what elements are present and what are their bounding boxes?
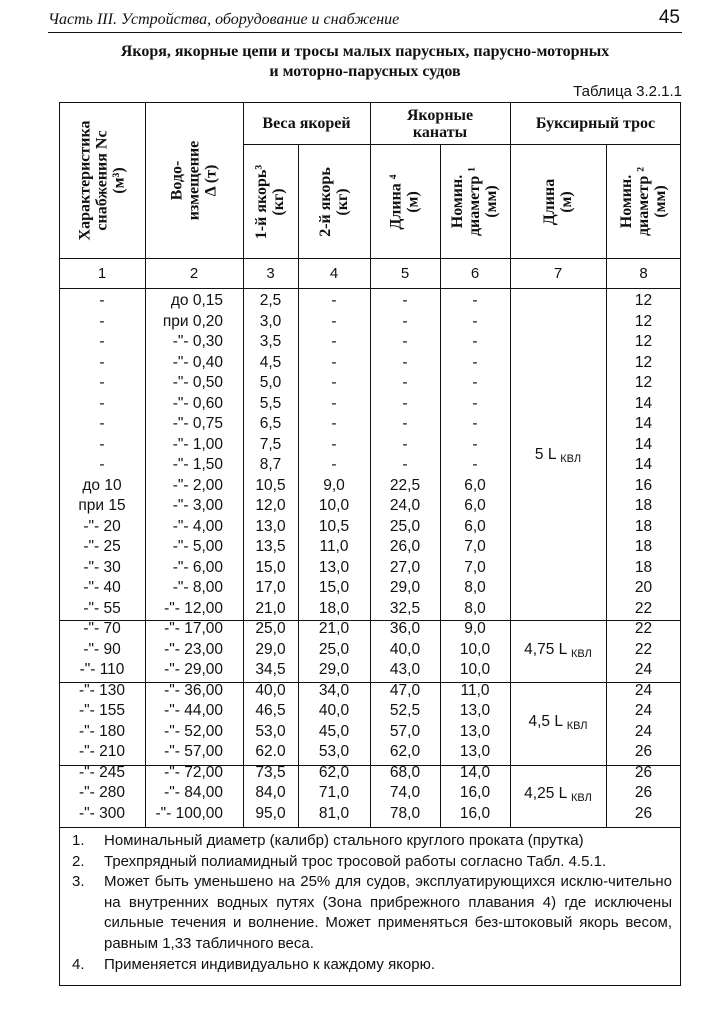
cell-cable-length: - — [402, 292, 408, 309]
cell-cable-diameter: - — [472, 292, 478, 309]
cell-anchor-1: 5,0 — [259, 374, 282, 391]
cell-supply: - — [99, 353, 105, 371]
cell-anchor-1: 13,5 — [255, 538, 286, 555]
cell-cable-diameter: 10,0 — [459, 640, 491, 658]
cell-displacement: -"- 23,00 — [164, 640, 223, 658]
cell-anchor-1: 73,5 — [255, 763, 286, 781]
cell-displacement: -"- 12,00 — [164, 599, 223, 617]
cell-cable-diameter: - — [472, 374, 478, 391]
cell-tow-diameter: 18 — [634, 517, 653, 535]
cell-anchor-1: 34,5 — [255, 661, 286, 678]
cell-cable-length: - — [402, 374, 408, 391]
cell-displacement: -"- 100,00 — [155, 804, 223, 822]
cell-cable-diameter: 8,0 — [464, 579, 486, 596]
cell-tow-diameter: 26 — [634, 804, 653, 822]
cell-anchor-2: 25,0 — [318, 640, 350, 658]
cell-displacement: -"- 0,40 — [172, 353, 223, 371]
header-col6-line2: диаметр ¹ — [466, 166, 484, 237]
cell-anchor-2: - — [331, 374, 337, 391]
cell-supply: -"- 30 — [83, 558, 121, 576]
col-number-3: 3 — [266, 265, 275, 282]
header-col3-line2: (кг) — [270, 187, 288, 216]
col-number-2: 2 — [189, 265, 199, 282]
cell-cable-length: 27,0 — [389, 558, 421, 576]
page-number: 45 — [658, 7, 680, 28]
cell-supply: - — [99, 415, 105, 432]
cell-anchor-1: 10,5 — [255, 476, 286, 494]
cell-tow-diameter: 18 — [634, 497, 653, 514]
cell-tow-diameter: 24 — [634, 702, 653, 719]
cell-supply: -"- 110 — [79, 661, 125, 678]
cell-tow-diameter: 14 — [634, 435, 653, 453]
cell-cable-length: 29,0 — [389, 579, 421, 596]
tow-length-multiplier: 4,5 L — [528, 712, 563, 730]
cell-anchor-2: - — [331, 456, 337, 473]
cell-displacement: -"- 0,75 — [172, 415, 223, 432]
cell-anchor-2: - — [331, 312, 337, 330]
cell-anchor-1: 7,5 — [259, 435, 282, 453]
table-title — [48, 42, 682, 82]
cell-anchor-2: 10,5 — [318, 517, 350, 535]
header-col4-line2: (кг) — [333, 187, 351, 216]
header-anchor-cables: Якорные канаты — [406, 106, 474, 141]
cell-anchor-2: 15,0 — [318, 579, 350, 596]
cell-anchor-1: 40,0 — [255, 681, 286, 699]
cell-cable-diameter: - — [472, 415, 478, 432]
cell-anchor-1: 2,5 — [259, 292, 282, 309]
cell-cable-length: - — [402, 353, 408, 371]
cell-displacement: -"- 8,00 — [172, 579, 223, 596]
cell-anchor-1: 53,0 — [255, 722, 286, 740]
cell-tow-diameter: 12 — [634, 374, 653, 391]
table-title-line-1: Якоря, якорные цепи и тросы малых парусных, парусно-моторных — [120, 43, 610, 60]
header-col2-line1: Водо- — [168, 160, 186, 201]
cell-displacement: -"- 84,00 — [164, 784, 223, 801]
cell-anchor-1: 8,7 — [259, 456, 282, 473]
cell-cable-diameter: 6,0 — [464, 497, 486, 514]
cell-tow-diameter: 26 — [634, 743, 653, 760]
cell-anchor-2: 13,0 — [318, 558, 350, 576]
cell-anchor-2: - — [331, 415, 337, 432]
cell-anchor-1: 25,0 — [255, 620, 286, 637]
cell-tow-diameter: 16 — [634, 476, 653, 494]
running-header — [48, 8, 682, 33]
cell-anchor-2: - — [331, 394, 337, 412]
cell-displacement: -"- 72,00 — [164, 763, 223, 781]
col-number-1: 1 — [97, 265, 107, 282]
cell-supply: -"- 55 — [83, 599, 121, 617]
cell-supply: - — [99, 292, 105, 309]
cell-anchor-1: 5,5 — [259, 394, 282, 412]
cell-cable-length: 26,0 — [389, 538, 421, 555]
tow-length-subscript: КВЛ — [560, 453, 582, 465]
cell-tow-diameter: 22 — [634, 620, 653, 637]
cell-cable-length: 57,0 — [389, 722, 421, 740]
cell-cable-diameter: - — [472, 456, 478, 473]
cell-anchor-1: 15,0 — [255, 558, 286, 576]
cell-displacement: -"- 17,00 — [164, 620, 223, 637]
header-col6-line1: Номин. — [449, 174, 467, 229]
cell-tow-diameter: 26 — [634, 763, 653, 781]
cell-displacement: -"- 29,00 — [164, 661, 223, 678]
header-col1-text: Характеристика снабжения Nc (м³) — [76, 120, 128, 241]
cell-supply: - — [99, 456, 105, 473]
cell-cable-diameter: - — [472, 333, 478, 350]
header-col2-line3: Δ (т) — [202, 164, 220, 197]
cell-supply: -"- 210 — [79, 743, 125, 760]
cell-cable-diameter: 7,0 — [464, 538, 486, 555]
tow-length-subscript: КВЛ — [571, 648, 592, 660]
cell-displacement: -"- 5,00 — [172, 538, 223, 555]
cell-displacement: при 0,20 — [162, 312, 223, 330]
cell-anchor-2: 21,0 — [318, 620, 350, 637]
cell-anchor-2: 45,0 — [318, 722, 350, 740]
cell-anchor-2: - — [331, 435, 337, 453]
cell-anchor-1: 84,0 — [255, 784, 286, 801]
part-title: Часть III. Устройства, оборудование и снабжение — [48, 11, 400, 28]
cell-displacement: -"- 36,00 — [164, 681, 223, 699]
cell-displacement: -"- 6,00 — [172, 558, 223, 576]
cell-anchor-1: 17,0 — [255, 579, 286, 596]
cell-tow-diameter: 24 — [634, 681, 653, 699]
header-col4-line1: 2-й якорь — [316, 166, 334, 237]
cell-cable-diameter: - — [472, 394, 478, 412]
cell-displacement: -"- 2,00 — [172, 476, 223, 494]
cell-cable-length: 78,0 — [389, 804, 421, 822]
header-col7-line1: Длина — [540, 178, 558, 225]
header-col-tow-length — [510, 145, 606, 258]
footnote-1: 1. Номинальный диаметр (калибр) стального круглого проката (прутка) — [72, 832, 584, 849]
cell-supply: - — [99, 312, 105, 330]
cell-cable-length: 62,0 — [389, 743, 421, 760]
cell-anchor-2: 29,0 — [318, 661, 350, 678]
cell-anchor-1: 13,0 — [255, 517, 286, 535]
footnote-2: 2. Трехпрядный полиамидный трос тросовой работы согласно Табл. 4.5.1. — [72, 852, 607, 870]
header-col3-line1: 1-й якорь³ — [253, 164, 271, 239]
tow-length-multiplier: 4,75 L — [524, 641, 567, 658]
cell-displacement: -"- 0,60 — [172, 394, 223, 412]
cell-displacement: -"- 52,00 — [164, 722, 223, 740]
cell-supply: до 10 — [82, 476, 122, 494]
cell-cable-length: - — [402, 394, 408, 412]
cell-tow-diameter: 14 — [634, 394, 653, 412]
header-col8-line3: (мм) — [652, 185, 669, 218]
cell-tow-diameter: 12 — [634, 312, 653, 330]
cell-anchor-1: 29,0 — [255, 640, 286, 658]
tow-length-subscript: КВЛ — [566, 719, 588, 732]
cell-supply: при 15 — [78, 497, 126, 514]
cell-anchor-1: 46,5 — [255, 702, 286, 719]
header-col6-line3: (мм) — [483, 185, 501, 218]
cell-cable-diameter: 13,0 — [459, 702, 491, 719]
header-col7-line2: (м) — [557, 190, 575, 213]
tow-length-subscript: КВЛ — [571, 791, 592, 804]
cell-cable-diameter: 8,0 — [464, 599, 486, 617]
header-col-cable-diameter — [440, 145, 510, 258]
cell-cable-diameter: 16,0 — [459, 784, 491, 801]
cell-supply: -"- 245 — [79, 763, 125, 781]
cell-cable-length: 52,5 — [389, 702, 421, 719]
cell-anchor-1: 12,0 — [255, 497, 286, 514]
cell-tow-diameter: 12 — [634, 353, 653, 371]
cell-displacement: -"- 3,00 — [172, 497, 223, 514]
cell-anchor-2: - — [331, 292, 337, 309]
cell-tow-diameter: 22 — [634, 640, 653, 658]
cell-supply: -"- 180 — [79, 722, 125, 740]
col-number-7: 7 — [553, 265, 563, 282]
cell-anchor-2: 53,0 — [318, 743, 350, 760]
cell-cable-length: - — [402, 456, 408, 473]
cell-anchor-2: 18,0 — [318, 599, 350, 617]
cell-supply: -"- 40 — [83, 579, 121, 596]
cell-supply: - — [99, 333, 105, 350]
cell-cable-length: 32,5 — [389, 599, 421, 617]
cell-anchor-2: 10,0 — [318, 497, 350, 514]
cell-anchor-2: - — [331, 353, 337, 371]
cell-displacement: -"- 1,50 — [172, 456, 223, 473]
cell-tow-diameter: 18 — [634, 558, 653, 576]
cell-tow-diameter: 12 — [634, 333, 653, 350]
cell-cable-diameter: 11,0 — [460, 681, 490, 699]
cell-displacement: до 0,15 — [170, 292, 223, 309]
header-col-tow-diameter — [606, 145, 681, 258]
cell-cable-length: - — [402, 435, 408, 453]
cell-cable-diameter: 9,0 — [464, 620, 486, 637]
cell-cable-diameter: 13,0 — [459, 743, 491, 760]
cell-supply: - — [99, 435, 105, 453]
cell-anchor-1: 62.0 — [255, 743, 286, 760]
tow-length-value — [510, 681, 606, 763]
header-col5-line2: (м) — [405, 190, 422, 213]
cell-cable-length: 24,0 — [389, 497, 421, 514]
cell-anchor-2: 40,0 — [318, 702, 350, 719]
cell-cable-diameter: 13,0 — [459, 722, 491, 740]
cell-anchor-2: 9,0 — [323, 476, 345, 494]
cell-anchor-2: 34,0 — [318, 681, 350, 699]
header-anchor-weights: Веса якорей — [262, 115, 351, 132]
cell-displacement: -"- 4,00 — [172, 517, 223, 535]
tow-length-value — [510, 291, 606, 619]
cell-tow-diameter: 22 — [634, 599, 653, 617]
header-col-anchor-2 — [298, 145, 370, 258]
cell-supply: -"- 90 — [83, 640, 121, 658]
cell-cable-length: 25,0 — [389, 517, 421, 535]
tow-length-multiplier: 5 L — [534, 446, 556, 463]
cell-cable-length: 74,0 — [389, 784, 421, 801]
cell-cable-diameter: - — [472, 353, 478, 371]
cell-supply: -"- 130 — [79, 681, 125, 699]
cell-cable-diameter: 6,0 — [464, 517, 486, 535]
cell-displacement: -"- 1,00 — [172, 435, 223, 453]
cell-tow-diameter: 12 — [634, 292, 653, 309]
cell-anchor-1: 4,5 — [259, 353, 282, 371]
cell-anchor-2: - — [331, 333, 337, 350]
header-col5-line1: Длина ⁴ — [388, 173, 405, 230]
footnotes — [72, 831, 672, 975]
cell-tow-diameter: 14 — [634, 415, 653, 432]
cell-cable-length: 47,0 — [389, 681, 421, 699]
cell-anchor-1: 21,0 — [255, 599, 286, 617]
cell-tow-diameter: 14 — [634, 456, 653, 473]
col-number-5: 5 — [400, 265, 410, 282]
header-col8-line2: диаметр ² — [635, 166, 652, 237]
col-number-8: 8 — [639, 265, 648, 282]
table-number: Таблица 3.2.1.1 — [573, 83, 682, 100]
cell-cable-diameter: - — [472, 435, 478, 453]
cell-cable-diameter: 7,0 — [464, 558, 486, 576]
cell-anchor-1: 3,0 — [259, 312, 282, 330]
footnote-4: 4. Применяется индивидуально к каждому якорю. — [72, 955, 436, 973]
cell-anchor-1: 6,5 — [259, 415, 282, 432]
cell-displacement: -"- 44,00 — [164, 702, 223, 719]
cell-tow-diameter: 18 — [634, 538, 653, 555]
cell-cable-diameter: 10,0 — [459, 661, 491, 678]
cell-supply: -"- 155 — [79, 702, 125, 719]
header-tow-rope: Буксирный трос — [535, 115, 656, 132]
tow-length-value — [510, 619, 606, 681]
cell-cable-diameter: 14,0 — [459, 763, 491, 781]
cell-cable-length: 40,0 — [389, 640, 421, 658]
cell-cable-length: 68,0 — [389, 763, 421, 781]
cell-tow-diameter: 20 — [634, 579, 653, 596]
cell-cable-length: - — [402, 333, 408, 350]
cell-anchor-2: 11,0 — [319, 538, 349, 555]
cell-cable-length: - — [402, 312, 408, 330]
cell-supply: -"- 300 — [79, 804, 125, 822]
notes-rule — [59, 827, 681, 828]
cell-supply: -"- 25 — [83, 538, 121, 555]
tow-length-value — [510, 763, 606, 825]
col-number-6: 6 — [470, 265, 480, 282]
col-number-4: 4 — [329, 265, 339, 282]
cell-cable-diameter: 16,0 — [459, 804, 491, 822]
tow-length-multiplier: 4,25 L — [524, 784, 567, 802]
cell-cable-length: 36,0 — [389, 620, 421, 637]
table-title-line-2: и моторно-парусных судов — [269, 63, 461, 80]
cell-supply: -"- 70 — [83, 620, 121, 637]
cell-tow-diameter: 26 — [634, 784, 653, 801]
header-col-displacement — [145, 103, 243, 258]
header-col8-line1: Номин. — [618, 174, 635, 229]
cell-cable-length: - — [402, 415, 408, 432]
cell-cable-length: 22,5 — [389, 476, 421, 494]
header-col-supply-characteristic — [59, 103, 145, 258]
cell-anchor-1: 95,0 — [255, 804, 286, 822]
cell-anchor-1: 3,5 — [259, 333, 282, 350]
cell-supply: - — [99, 394, 105, 412]
cell-displacement: -"- 57,00 — [164, 743, 223, 760]
footnote-3: 3. Может быть уменьшено на 25% для судов, эксплуатирующихся исклю-чительно на внутренних водных путях (Зона прибрежного плавания 4) где исключены сильные течения и волнение. Может применяться без-штоковый якорь весом, равным 1,33 табличного веса. — [72, 873, 672, 952]
cell-tow-diameter: 24 — [634, 722, 653, 740]
cell-supply: -"- 20 — [83, 517, 121, 535]
cell-supply: -"- 280 — [79, 784, 125, 801]
cell-supply: - — [99, 374, 105, 391]
cell-cable-length: 43,0 — [389, 661, 421, 678]
header-col-anchor-1 — [243, 145, 298, 258]
cell-displacement: -"- 0,30 — [172, 333, 223, 350]
header-col2-line2: измещение — [185, 140, 203, 221]
cell-cable-diameter: 6,0 — [464, 476, 486, 494]
cell-displacement: -"- 0,50 — [172, 374, 223, 391]
cell-tow-diameter: 24 — [634, 661, 653, 678]
cell-anchor-2: 62,0 — [318, 763, 350, 781]
cell-anchor-2: 81,0 — [318, 804, 350, 822]
cell-cable-diameter: - — [472, 312, 478, 330]
header-col-cable-length — [370, 145, 440, 258]
cell-anchor-2: 71,0 — [318, 784, 350, 801]
